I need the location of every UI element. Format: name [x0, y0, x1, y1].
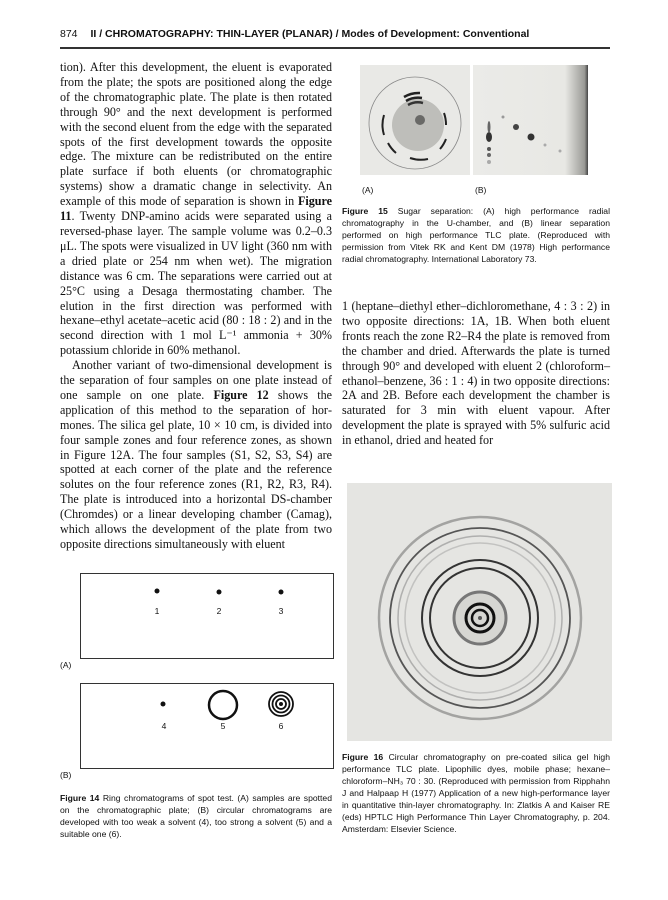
running-header: [60, 28, 610, 40]
paragraph-1: tion). After this development, the eluent is evaporated from the plate; the spots are positioned along the edge of the chromatographic plate. The plate is then rotated through 90° and the next development is performed with the second eluent from the edge with the separated spots of the first development towards the opposite edge. The mixture can be redistributed on the entire plate surface if both eluents (or chromatographic systems) show a dramatic change in selectivity. An example of this mode of separation is shown in Figure 11. Twenty DNP-amino acids were separated using a reversed-phase layer. The sample volume was 0.2–0.3 μL. The spots were visualized in UV light (360 nm with a dried plate or 254 nm when wet). The migration distance was 6 cm. The separations were carried out at 25°C using a Desaga thermostating chamber. The elution in the first direction was performed with hexane–ethyl acetate–acetic acid (80 : 18 : 2) and in the second direction with 1 mol L⁻¹ ammonia + 30% potassium chloride in 60% methanol.: [60, 60, 332, 358]
figure-15-panel-b-label: (B): [475, 185, 487, 195]
circular-chromatogram-icon: [347, 483, 612, 741]
figure-12-ref[interactable]: Figure 12: [213, 387, 269, 402]
ring-5-icon: [206, 688, 240, 722]
figure-16-caption: Figure 16 Circular chromatography on pre-coated silica gel high performance TLC plate. Lipophilic dyes, mobile phase; hexane–chloroform–NH₃ 70 : 30. (Reproduced with permission from Ripphahn J and Halpaap H (1977) Application of a new high-performance layer in quantitative thin-layer chromatography. In: Zlatkis A and Kaiser RE (eds) HPTLC High Performance Thin Layer Chromatography, p. 204. Amsterdam: Elsevier Science.: [342, 752, 610, 834]
spot-label: 1: [154, 606, 160, 616]
figure-14-plate-b: [80, 683, 334, 769]
spot-label: 6: [278, 721, 284, 731]
figure-16-image: [347, 483, 612, 741]
figure-11-ref[interactable]: Figure 11: [60, 194, 332, 224]
right-column-text: [342, 299, 610, 448]
figure-15-panel-a-label: (A): [362, 185, 374, 195]
figure-14-caption-label: Figure 14: [60, 793, 100, 803]
running-title: II / CHROMATOGRAPHY: THIN-LAYER (PLANAR) / Modes of Development: Conventional: [90, 28, 530, 40]
figure-15-panel-a-image: [360, 65, 470, 175]
figure-14-panel-a-label: (A): [60, 660, 72, 670]
spot-label: 3: [278, 606, 284, 616]
figure-14-panel-b-label: (B): [60, 770, 72, 780]
left-column-text: [60, 60, 332, 552]
spot-label: 5: [220, 721, 226, 731]
figure-14: [60, 560, 332, 780]
spot-1-icon: [155, 589, 160, 594]
linear-tlc-plate-icon: [473, 65, 588, 175]
radial-chromatogram-icon: [360, 65, 470, 175]
spot-4-icon: [161, 702, 166, 707]
header-rule: [60, 47, 610, 49]
spot-2-icon: [217, 590, 222, 595]
paragraph-3: 1 (heptane–diethyl ether–dichloromethane, 4 : 3 : 2) in two opposite directions: 1A, 1B. When both eluent fronts reach the zone R2–R4 the plate is removed from the chamber and dried. Afterwards the plate is turned through 90° and developed with eluent 2 (chloroform–ethanol–benzene, 36 : 1 : 4) in two opposite directions: 2A and 2B. Before each development the chamber is saturated for 3 min with eluent vapour. After development the plate is sprayed with 5% sulfuric acid in ethanol, dried and heated for: [342, 299, 610, 448]
figure-16-caption-label: Figure 16: [342, 752, 384, 762]
figure-14-caption: Figure 14 Ring chromatograms of spot test. (A) samples are spotted on the chromatographic plate; (B) circular chromatograms are developed with too weak a solvent (4), too strong a solvent (5) and a suitable one (6).: [60, 793, 332, 839]
spot-label: 4: [161, 721, 167, 731]
ring-6-icon: [267, 690, 295, 718]
figure-15-caption: Figure 15 Sugar separation: (A) high performance radial chromatography in the U-chamber, and (B) linear separation performed on high performance TLC plate. (Reproduced with permission from Vitek RK and Kent DM (1978) High performance radial chromatography. International Laboratory 73.: [342, 206, 610, 264]
figure-14-plate-a: [80, 573, 334, 659]
page-number: 874: [60, 28, 78, 40]
spot-label: 2: [216, 606, 222, 616]
figure-15: [360, 65, 620, 195]
spot-3-icon: [279, 590, 284, 595]
figure-15-panel-b-image: [473, 65, 588, 175]
figure-15-caption-label: Figure 15: [342, 206, 388, 216]
paragraph-2: Another variant of two-dimensional development is the separation of four samples on one plate instead of one sample on one plate. Figure 12 shows the application of this method to the separation of hormones. The silica gel plate, 10 × 10 cm, is divided into four sample zones and four reference zones, as shown in Figure 12A. The four samples (S1, S2, S3, S4) are spotted at each corner of the plate and the reference solutes on the four reference zones (R1, R2, R3, R4). The plate is introduced into a horizontal DS-chamber (Chromdes) or a linear developing chamber (Camag), which allows the development of the plate from two opposite directions simultaneously with eluent: [60, 358, 332, 551]
